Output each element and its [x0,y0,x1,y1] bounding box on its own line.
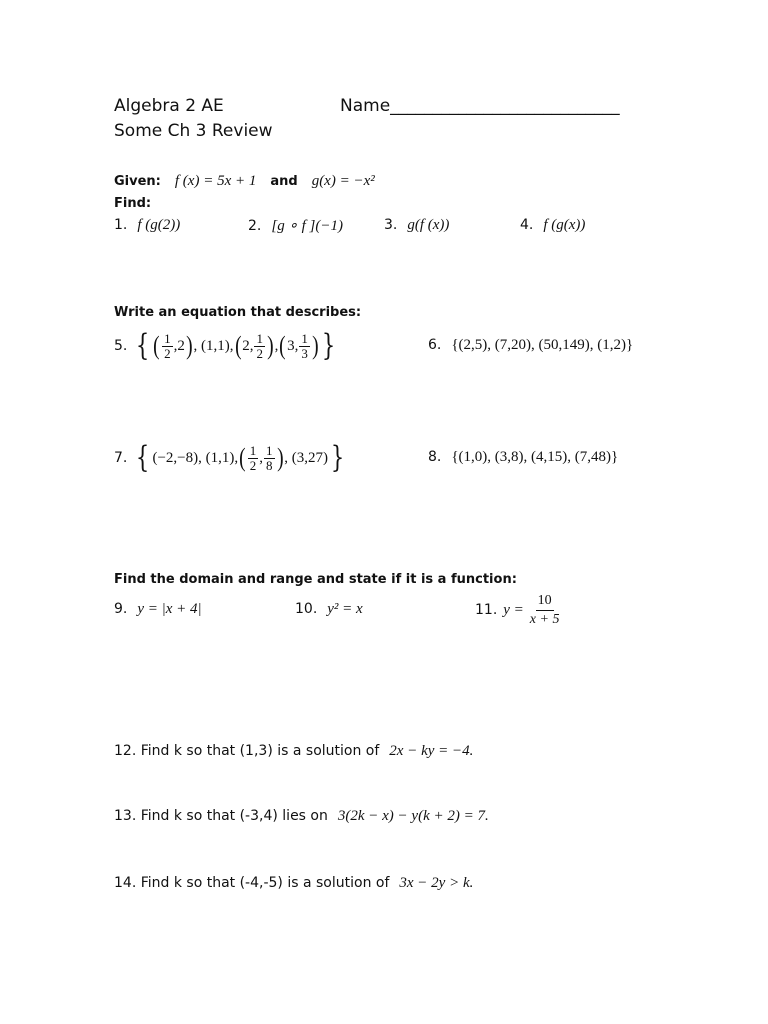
problem-6: 6. {(2,5), (7,20), (50,149), (1,2)} [428,337,634,353]
problem-13: 13. Find k so that (-3,4) lies on 3(2k − x) − y(k + 2) = 7. [114,808,489,824]
problem-9: 9. y = |x + 4| [114,601,202,617]
section-domain-heading: Find the domain and range and state if it is a function: [114,572,517,587]
find-label: Find: [114,196,152,211]
g-definition: g(x) = −x² [311,173,375,189]
problem-10: 10. y² = x [295,601,363,617]
find-item-3: 3. g(f (x)) [384,217,450,233]
problem-14: 14. Find k so that (-4,-5) is a solution of 3x − 2y > k. [114,875,474,891]
problem-11-fraction: $\frac{10}{x + 5}$ [529,592,560,627]
and-word: and [270,174,298,189]
f-definition: f (x) = 5x + 1 [174,173,257,189]
section-equation-heading: Write an equation that describes: [114,305,362,320]
find-item-4: 4. f (g(x)) [520,217,586,233]
problem-12: 12. Find k so that (1,3) is a solution of 2x − ky = −4. [114,743,474,759]
problem-11: 11. y = $\frac{10}{x + 5}$ [475,592,560,627]
worksheet-subtitle: Some Ch 3 Review [114,121,273,141]
worksheet-title: Algebra 2 AE [114,96,224,116]
problem-5: 5. { ( $\frac{1}{2}$ ,2 ) , (1,1), ( 2, $\frac{1}{2}$ ) , ( 3, $\frac{1}{3}$ ) } [114,328,336,363]
problem-7: 7. { (−2,−8), (1,1), ( $\frac{1}{2}$ , $\frac{1}{8}$ ) , (3,27) } [114,440,345,475]
name-field-label: Name___________________________ [340,96,620,116]
find-item-1: 1. f (g(2)) [114,217,181,233]
problem-8: 8. {(1,0), (3,8), (4,15), (7,48)} [428,449,619,465]
given-label: Given: [114,174,161,189]
given-line [114,172,375,190]
find-item-2: 2. [g ∘ f ](−1) [248,218,343,234]
